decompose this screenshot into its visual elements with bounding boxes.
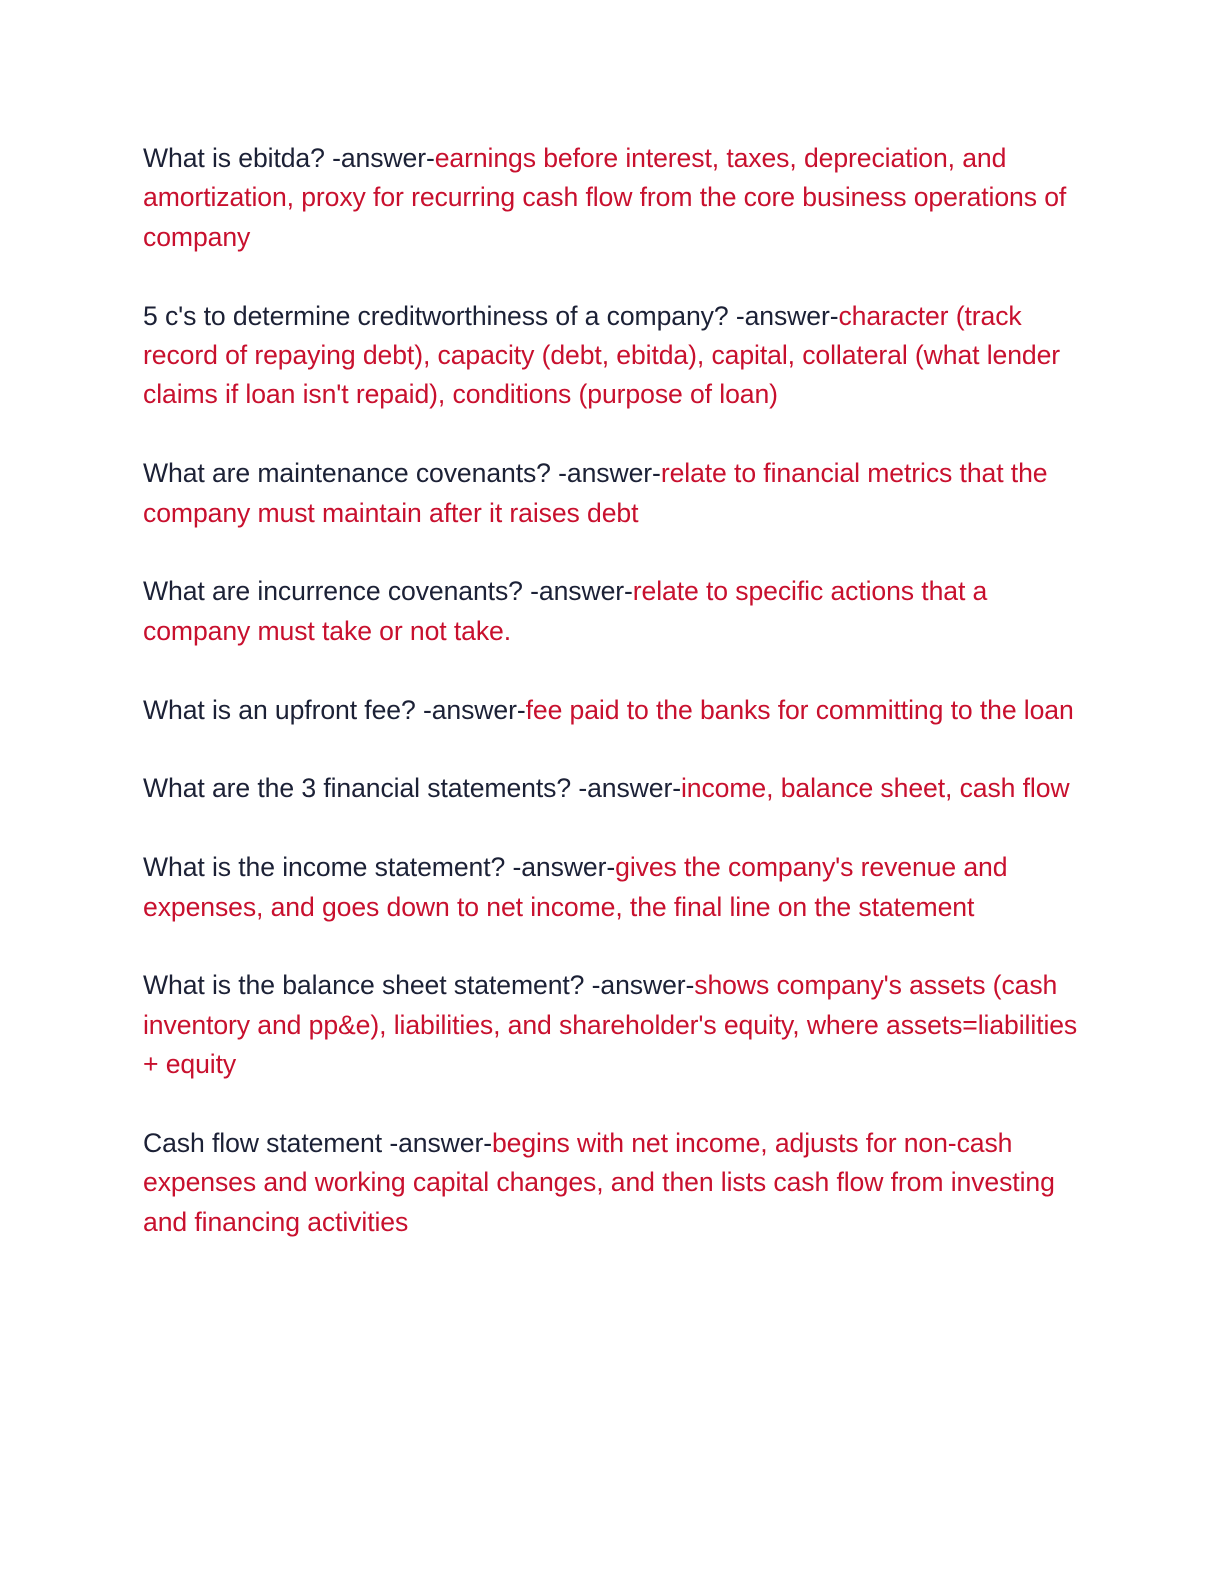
answer-text: fee paid to the banks for committing to the loan <box>525 694 1074 725</box>
question-text: 5 c's to determine creditworthiness of a company? -answer- <box>143 300 839 331</box>
qa-item-balance-sheet <box>143 966 1083 1084</box>
qa-item-ebitda <box>143 139 1083 257</box>
answer-text: gives the company's revenue and expenses, and goes down to net income, the final line on the statement <box>143 852 1008 922</box>
answer-text: shows company's assets (cash inventory and pp&e), liabilities, and shareholder's equity, where assets=liabilities + equity <box>143 970 1078 1080</box>
qa-list <box>143 139 1083 1282</box>
question-text: What is the income statement? -answer- <box>143 852 616 883</box>
qa-item-financial-statements <box>143 769 1083 808</box>
qa-item-five-cs <box>143 297 1083 415</box>
question-text: Cash flow statement -answer- <box>143 1128 492 1159</box>
question-text: What are maintenance covenants? -answer- <box>143 458 661 489</box>
question-text: What are incurrence covenants? -answer- <box>143 576 633 607</box>
qa-item-income-statement <box>143 848 1083 927</box>
question-text: What is an upfront fee? -answer- <box>143 694 526 725</box>
qa-item-maintenance-covenants <box>143 454 1083 533</box>
answer-text: earnings before interest, taxes, depreciation, and amortization, proxy for recurring cash flow from the core business operations of company <box>143 143 1067 252</box>
answer-text: relate to financial metrics that the company must maintain after it raises debt <box>143 458 1048 528</box>
qa-item-upfront-fee <box>143 691 1083 730</box>
qa-item-cash-flow-statement <box>143 1124 1083 1242</box>
question-text: What are the 3 financial statements? -answer- <box>143 773 681 804</box>
question-text: What is the balance sheet statement? -answer- <box>143 970 695 1001</box>
answer-text: relate to specific actions that a company must take or not take. <box>143 576 988 646</box>
qa-item-incurrence-covenants <box>143 572 1083 651</box>
answer-text: character (track record of repaying debt), capacity (debt, ebitda), capital, collateral (what lender claims if loan isn't repaid), conditions (purpose of loan) <box>143 300 1061 410</box>
question-text: What is ebitda? -answer- <box>143 143 435 173</box>
answer-text: begins with net income, adjusts for non-cash expenses and working capital changes, and then lists cash flow from investing and financing activities <box>143 1128 1055 1237</box>
answer-text: income, balance sheet, cash flow <box>680 773 1070 804</box>
